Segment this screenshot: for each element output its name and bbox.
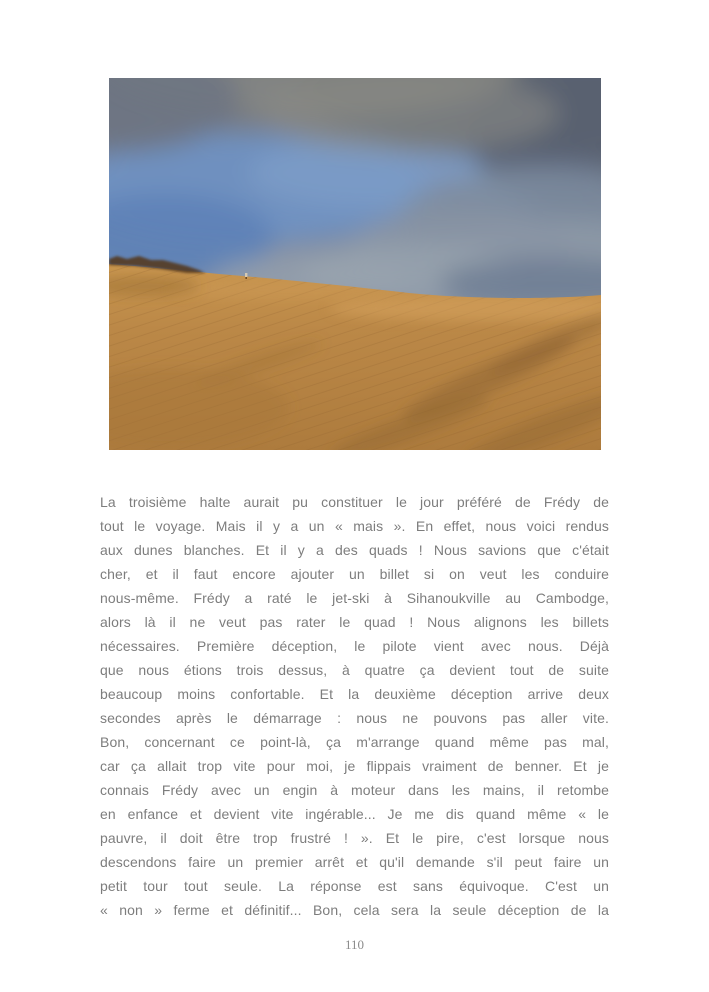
- dune-photo: [109, 78, 601, 450]
- text-line: connais Frédy avec un engin à moteur dans les mains, il retombe: [100, 782, 609, 798]
- text-line: cher, et il faut encore ajouter un billet si on veut les conduire: [100, 566, 609, 582]
- text-line: que nous étions trois dessus, à quatre ça devient tout de suite: [100, 662, 609, 678]
- text-line: en enfance et devient vite ingérable... Je me dis quand même « le: [100, 806, 609, 822]
- text-line: tout le voyage. Mais il y a un « mais ». En effet, nous voici rendus: [100, 518, 609, 534]
- text-line: beaucoup moins confortable. Et la deuxième déception arrive deux: [100, 686, 609, 702]
- text-line: descendons faire un premier arrêt et qu'il demande s'il peut faire un: [100, 854, 609, 870]
- text-line: nous-même. Frédy a raté le jet-ski à Sihanoukville au Cambodge,: [100, 590, 609, 606]
- text-line: La troisième halte aurait pu constituer le jour préféré de Frédy de: [100, 494, 609, 510]
- paragraph: [100, 490, 609, 922]
- dune-photo-illustration: [109, 78, 601, 450]
- text-line: nécessaires. Première déception, le pilote vient avec nous. Déjà: [100, 638, 609, 654]
- text-line: car ça allait trop vite pour moi, je flippais vraiment de benner. Et je: [100, 758, 609, 774]
- text-line: pauvre, il doit être trop frustré ! ». Et le pire, c'est lorsque nous: [100, 830, 609, 846]
- page-number: 110: [344, 937, 365, 952]
- text-line: petit tour tout seule. La réponse est sans équivoque. C'est un: [100, 878, 609, 894]
- text-line: « non » ferme et définitif... Bon, cela sera la seule déception de la: [100, 902, 609, 918]
- text-line: alors là il ne veut pas rater le quad ! Nous alignons les billets: [100, 614, 609, 630]
- text-line: Bon, concernant ce point-là, ça m'arrange quand même pas mal,: [100, 734, 609, 750]
- text-line: aux dunes blanches. Et il y a des quads ! Nous savions que c'était: [100, 542, 609, 558]
- text-line: secondes après le démarrage : nous ne pouvons pas aller vite.: [100, 710, 609, 726]
